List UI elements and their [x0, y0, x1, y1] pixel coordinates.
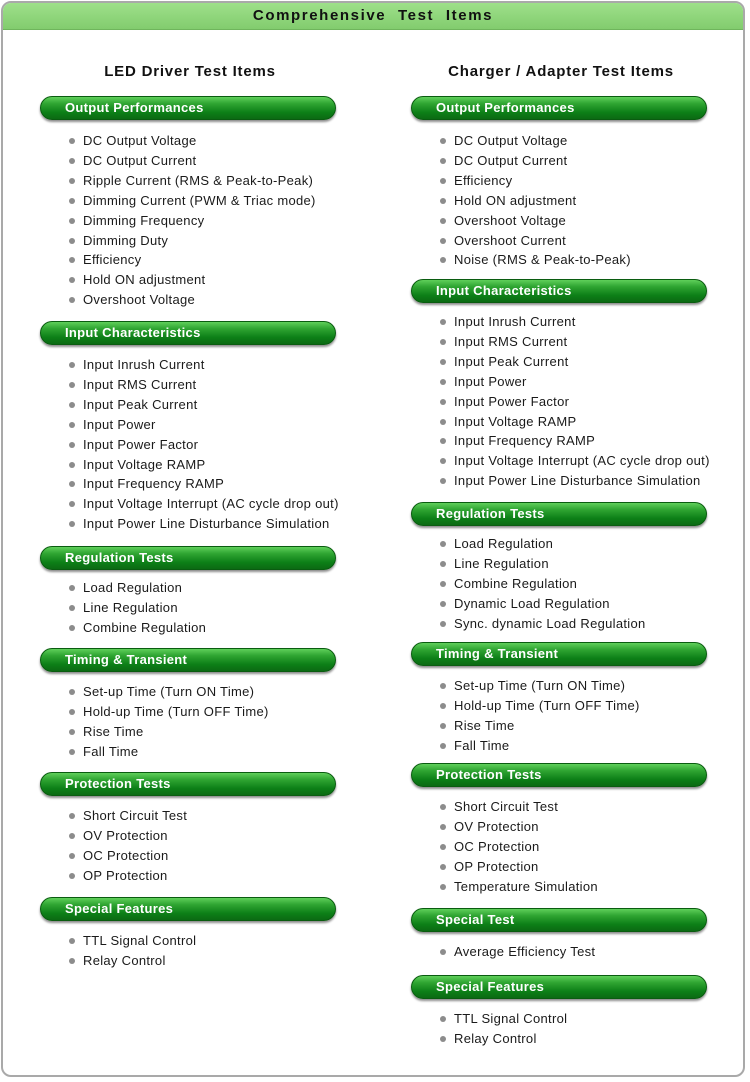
section-header-output-performances: Output Performances	[411, 96, 707, 120]
bullet-icon	[440, 438, 446, 444]
list-item: Input Voltage RAMP	[454, 413, 577, 429]
list-item: Sync. dynamic Load Regulation	[454, 615, 646, 631]
column-heading: Charger / Adapter Test Items	[448, 63, 674, 80]
bullet-icon	[440, 884, 446, 890]
list-item: Ripple Current (RMS & Peak-to-Peak)	[83, 172, 314, 188]
list-item: Input Inrush Current	[83, 357, 205, 372]
list-item: Rise Time	[83, 723, 144, 739]
bullet-icon	[69, 362, 75, 368]
list-item: Set-up Time (Turn ON Time)	[454, 678, 626, 693]
list-item: OC Protection	[454, 838, 540, 854]
list-item: Input Voltage Interrupt (AC cycle drop out)	[83, 496, 339, 512]
list-item: DC Output Current	[454, 152, 568, 168]
bullet-icon	[69, 873, 75, 879]
list-item: Input Frequency RAMP	[83, 476, 225, 492]
bullet-icon	[440, 339, 446, 345]
bullet-icon	[440, 561, 446, 567]
list-item: Dimming Frequency	[83, 212, 205, 228]
bullet-icon	[440, 541, 446, 547]
section-header-input-characteristics: Input Characteristics	[411, 279, 707, 303]
bullet-icon	[440, 238, 446, 244]
section-header-regulation-tests: Regulation Tests	[40, 546, 336, 570]
list-item: Hold-up Time (Turn OFF Time)	[83, 703, 269, 719]
bullet-icon	[69, 501, 75, 507]
section-header-special-features: Special Features	[40, 897, 336, 921]
list-item: DC Output Voltage	[83, 133, 197, 148]
list-item: OP Protection	[83, 867, 168, 883]
section-header-special-test: Special Test	[411, 908, 707, 932]
bullet-icon	[440, 621, 446, 627]
bullet-icon	[440, 864, 446, 870]
list-item: Overshoot Current	[454, 232, 567, 248]
bullet-icon	[440, 824, 446, 830]
list-item: OV Protection	[83, 827, 168, 843]
bullet-icon	[69, 462, 75, 468]
list-item: OC Protection	[83, 847, 169, 863]
title-bar	[3, 3, 743, 30]
list-item: Input Voltage Interrupt (AC cycle drop out)	[454, 453, 710, 469]
list-item: Average Efficiency Test	[454, 944, 596, 959]
list-item: Input Frequency RAMP	[454, 433, 596, 449]
bullet-icon	[69, 585, 75, 591]
list-item: Input Power Factor	[83, 436, 199, 452]
bullet-icon	[440, 743, 446, 749]
list-item: Noise (RMS & Peak-to-Peak)	[454, 252, 631, 268]
list-item: Input Voltage RAMP	[83, 456, 206, 472]
bullet-icon	[440, 949, 446, 955]
list-item: Relay Control	[83, 952, 166, 968]
list-item: Load Regulation	[454, 536, 554, 551]
bullet-icon	[440, 683, 446, 689]
bullet-icon	[440, 458, 446, 464]
list-item: Temperature Simulation	[454, 878, 598, 894]
section-header-input-characteristics: Input Characteristics	[40, 321, 336, 345]
bullet-icon	[440, 723, 446, 729]
bullet-icon	[440, 218, 446, 224]
list-item: Input RMS Current	[83, 376, 197, 392]
list-item: Input Power	[83, 416, 156, 432]
list-item: Overshoot Voltage	[454, 212, 567, 228]
bullet-icon	[440, 399, 446, 405]
list-item: Short Circuit Test	[454, 799, 559, 814]
list-item: Input Power Line Disturbance Simulation	[83, 516, 330, 532]
bullet-icon	[69, 481, 75, 487]
bullet-icon	[69, 442, 75, 448]
bullet-icon	[69, 297, 75, 303]
bullet-icon	[440, 1016, 446, 1022]
section-header-timing-transient: Timing & Transient	[40, 648, 336, 672]
bullet-icon	[69, 382, 75, 388]
bullet-icon	[440, 319, 446, 325]
bullet-icon	[69, 178, 75, 184]
bullet-icon	[440, 703, 446, 709]
list-item: Hold-up Time (Turn OFF Time)	[454, 697, 640, 713]
bullet-icon	[440, 1036, 446, 1042]
list-item: Fall Time	[454, 737, 510, 753]
bullet-icon	[69, 958, 75, 964]
list-item: Hold ON adjustment	[454, 192, 577, 208]
section-header-special-features: Special Features	[411, 975, 707, 999]
list-item: Input Inrush Current	[454, 314, 576, 329]
bullet-icon	[440, 478, 446, 484]
list-item: Dimming Current (PWM & Triac mode)	[83, 192, 316, 208]
list-item: OP Protection	[454, 858, 539, 874]
bullet-icon	[440, 158, 446, 164]
bullet-icon	[69, 218, 75, 224]
bullet-icon	[69, 853, 75, 859]
list-item: Set-up Time (Turn ON Time)	[83, 684, 255, 699]
list-item: Dynamic Load Regulation	[454, 595, 610, 611]
list-item: Load Regulation	[83, 580, 183, 595]
bullet-icon	[69, 833, 75, 839]
list-item: Efficiency	[83, 252, 142, 268]
bullet-icon	[69, 277, 75, 283]
bullet-icon	[69, 521, 75, 527]
bullet-icon	[440, 844, 446, 850]
list-item: Input Peak Current	[83, 396, 198, 412]
list-item: Input Peak Current	[454, 353, 569, 369]
bullet-icon	[69, 138, 75, 144]
list-item: Relay Control	[454, 1030, 537, 1046]
list-item: Short Circuit Test	[83, 808, 188, 823]
column-heading: LED Driver Test Items	[104, 63, 276, 80]
list-item: Fall Time	[83, 743, 139, 759]
bullet-icon	[69, 257, 75, 263]
list-item: TTL Signal Control	[83, 933, 197, 948]
bullet-icon	[69, 605, 75, 611]
bullet-icon	[440, 419, 446, 425]
bullet-icon	[69, 625, 75, 631]
list-item: Hold ON adjustment	[83, 272, 206, 288]
list-item: Input Power Factor	[454, 393, 570, 409]
list-item: Rise Time	[454, 717, 515, 733]
bullet-icon	[440, 198, 446, 204]
bullet-icon	[440, 257, 446, 263]
section-header-output-performances: Output Performances	[40, 96, 336, 120]
list-item: Line Regulation	[83, 599, 178, 615]
bullet-icon	[69, 158, 75, 164]
bullet-icon	[69, 729, 75, 735]
bullet-icon	[440, 804, 446, 810]
bullet-icon	[69, 238, 75, 244]
list-item: DC Output Current	[83, 152, 197, 168]
bullet-icon	[440, 178, 446, 184]
bullet-icon	[440, 379, 446, 385]
page-title: Comprehensive Test Items	[252, 7, 494, 24]
list-item: DC Output Voltage	[454, 133, 568, 148]
section-header-protection-tests: Protection Tests	[40, 772, 336, 796]
bullet-icon	[440, 601, 446, 607]
list-item: Overshoot Voltage	[83, 292, 196, 308]
list-item: Line Regulation	[454, 555, 549, 571]
list-item: TTL Signal Control	[454, 1011, 568, 1026]
bullet-icon	[69, 938, 75, 944]
bullet-icon	[69, 422, 75, 428]
bullet-icon	[69, 709, 75, 715]
test-items-panel	[1, 1, 745, 1077]
list-item: Input Power	[454, 373, 527, 389]
list-item: Combine Regulation	[83, 619, 207, 635]
bullet-icon	[440, 138, 446, 144]
bullet-icon	[69, 749, 75, 755]
bullet-icon	[440, 581, 446, 587]
list-item: Input Power Line Disturbance Simulation	[454, 473, 701, 489]
list-item: Dimming Duty	[83, 232, 169, 248]
section-header-protection-tests: Protection Tests	[411, 763, 707, 787]
bullet-icon	[69, 813, 75, 819]
bullet-icon	[69, 689, 75, 695]
bullet-icon	[69, 198, 75, 204]
bullet-icon	[69, 402, 75, 408]
list-item: OV Protection	[454, 818, 539, 834]
list-item: Efficiency	[454, 172, 513, 188]
list-item: Input RMS Current	[454, 333, 568, 349]
bullet-icon	[440, 359, 446, 365]
list-item: Combine Regulation	[454, 575, 578, 591]
section-header-timing-transient: Timing & Transient	[411, 642, 707, 666]
section-header-regulation-tests: Regulation Tests	[411, 502, 707, 526]
